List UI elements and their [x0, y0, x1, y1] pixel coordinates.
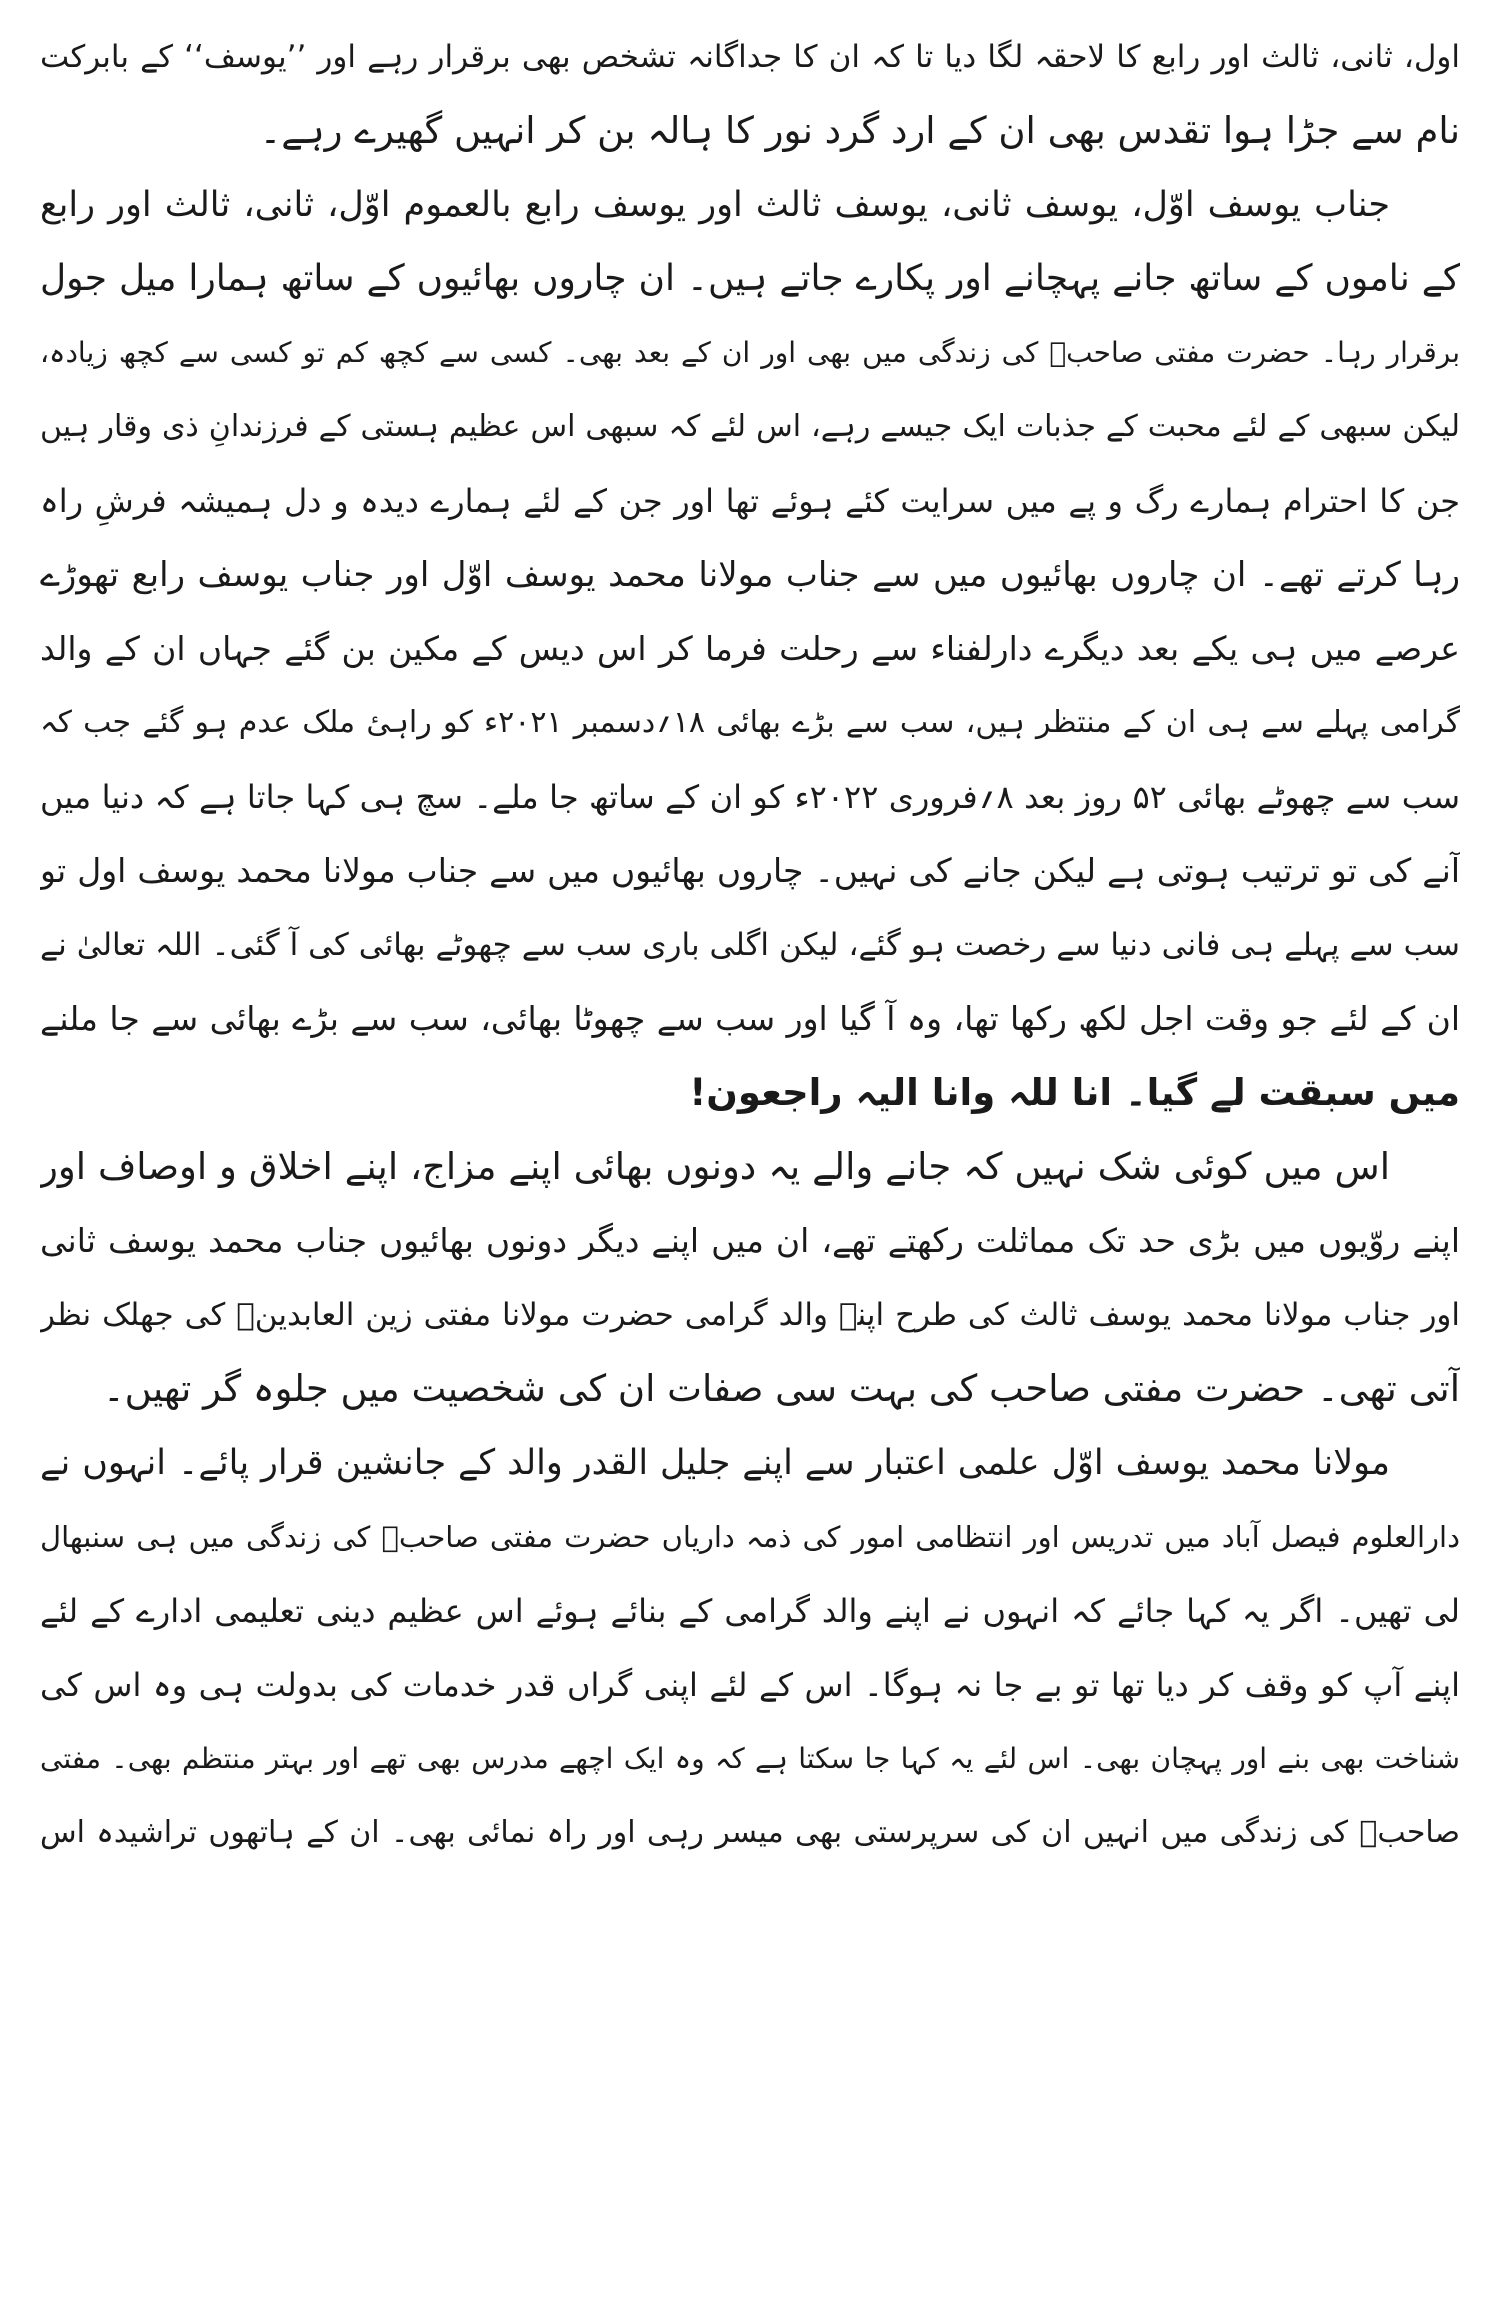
text-line: مولانا محمد یوسف اوّل علمی اعتبار سے اپنے جلیل القدر والد کے جانشین قرار پائے۔ انہوں نے	[40, 1443, 1390, 1483]
text-line: اول، ثانی، ثالث اور رابع کا لاحقہ لگا دیا تا کہ ان کا جداگانہ تشخص بھی برقرار رہے اور ’’یوسف‘‘ کے بابرکت	[40, 39, 1460, 75]
text-line: رہا کرتے تھے۔ ان چاروں بھائیوں میں سے جناب مولانا محمد یوسف اوّل اور جناب یوسف رابع تھوڑے	[40, 555, 1460, 595]
text-line: لیکن سبھی کے لئے محبت کے جذبات ایک جیسے رہے، اس لئے کہ سبھی اس عظیم ہستی کے فرزندانِ ذی وقار ہیں	[40, 409, 1460, 444]
text-line: کے ناموں کے ساتھ جانے پہچانے اور پکارے جاتے ہیں۔ ان چاروں بھائیوں کے ساتھ ہمارا میل جول	[40, 258, 1460, 299]
text-line: عرصے میں ہی یکے بعد دیگرے دارلفناء سے رحلت فرما کر اس دیس کے مکین بن گئے جہاں ان کے والد	[40, 629, 1460, 668]
text-line: اپنے آپ کو وقف کر دیا تھا تو بے جا نہ ہوگا۔ اس کے لئے اپنی گراں قدر خدمات کی بدولت ہی وہ اس کی	[40, 1666, 1460, 1704]
text-line: برقرار رہا۔ حضرت مفتی صاحبؒ کی زندگی میں بھی اور ان کے بعد بھی۔ کسی سے کچھ کم تو کسی سے کچھ زیادہ،	[40, 336, 1460, 369]
text-line: میں سبقت لے گیا۔ انا للہ وانا الیہ راجعون!	[689, 1071, 1460, 1114]
text-line: جن کا احترام ہمارے رگ و پے میں سرایت کئے ہوئے تھا اور جن کے لئے ہمارے دیدہ و دل ہمیشہ فرشِ راہ	[40, 482, 1460, 520]
text-line: صاحبؒ کی زندگی میں انہیں ان کی سرپرستی بھی میسر رہی اور راہ نمائی بھی۔ ان کے ہاتھوں تراشیدہ اس	[40, 1815, 1460, 1850]
text-line: شناخت بھی بنے اور پہچان بھی۔ اس لئے یہ کہا جا سکتا ہے کہ وہ ایک اچھے مدرس بھی تھے اور بہتر منتظم بھی۔ مفتی	[40, 1742, 1460, 1775]
text-line: آنے کی تو ترتیب ہوتی ہے لیکن جانے کی نہیں۔ چاروں بھائیوں میں سے جناب مولانا محمد یوسف اول تو	[40, 851, 1460, 890]
text-line: گرامی پہلے سے ہی ان کے منتظر ہیں، سب سے بڑے بھائی ۱۸؍دسمبر ۲۰۲۱ء کو راہیٔ ملک عدم ہو گئے جب کہ	[40, 705, 1460, 740]
text-line: جناب یوسف اوّل، یوسف ثانی، یوسف ثالث اور یوسف رابع بالعموم اوّل، ثانی، ثالث اور رابع	[40, 185, 1390, 225]
text-line: آتی تھی۔ حضرت مفتی صاحب کی بہت سی صفات ان کی شخصیت میں جلوہ گر تھیں۔	[102, 1367, 1460, 1410]
text-line: لی تھیں۔ اگر یہ کہا جائے کہ انہوں نے اپنے والد گرامی کے بنائے ہوئے اس عظیم دینی تعلیمی ادارے کے لئے	[40, 1592, 1460, 1630]
text-line: اور جناب مولانا محمد یوسف ثالث کی طرح اپنے والد گرامی حضرت مولانا مفتی زین العابدینؒ کی جھلک نظر	[40, 1297, 1460, 1333]
text-line: سب سے چھوٹے بھائی ۵۲ روز بعد ۸؍فروری ۲۰۲۲ء کو ان کے ساتھ جا ملے۔ سچ ہی کہا جاتا ہے کہ دنیا میں	[40, 778, 1460, 816]
text-line: اس میں کوئی شک نہیں کہ جانے والے یہ دونوں بھائی اپنے مزاج، اپنے اخلاق و اوصاف اور	[40, 1145, 1390, 1188]
text-line: ان کے لئے جو وقت اجل لکھ رکھا تھا، وہ آ گیا اور سب سے چھوٹا بھائی، سب سے بڑے بھائی سے جا ملنے	[40, 999, 1460, 1038]
article-page	[40, 20, 1460, 2280]
text-line: اپنے روّیوں میں بڑی حد تک مماثلت رکھتے تھے، ان میں اپنے دیگر دونوں بھائیوں جناب محمد یوسف ثانی	[40, 1221, 1460, 1260]
text-line: نام سے جڑا ہوا تقدس بھی ان کے ارد گرد نور کا ہالہ بن کر انہیں گھیرے رہے۔	[259, 109, 1460, 152]
text-line: سب سے پہلے ہی فانی دنیا سے رخصت ہو گئے، لیکن اگلی باری سب سے چھوٹے بھائی کی آ گئی۔ اللہ تعالیٰ نے	[40, 927, 1460, 963]
text-line: دارالعلوم فیصل آباد میں تدریس اور انتظامی امور کی ذمہ داریاں حضرت مفتی صاحبؒ کی زندگی میں ہی سنبھال	[40, 1520, 1460, 1554]
